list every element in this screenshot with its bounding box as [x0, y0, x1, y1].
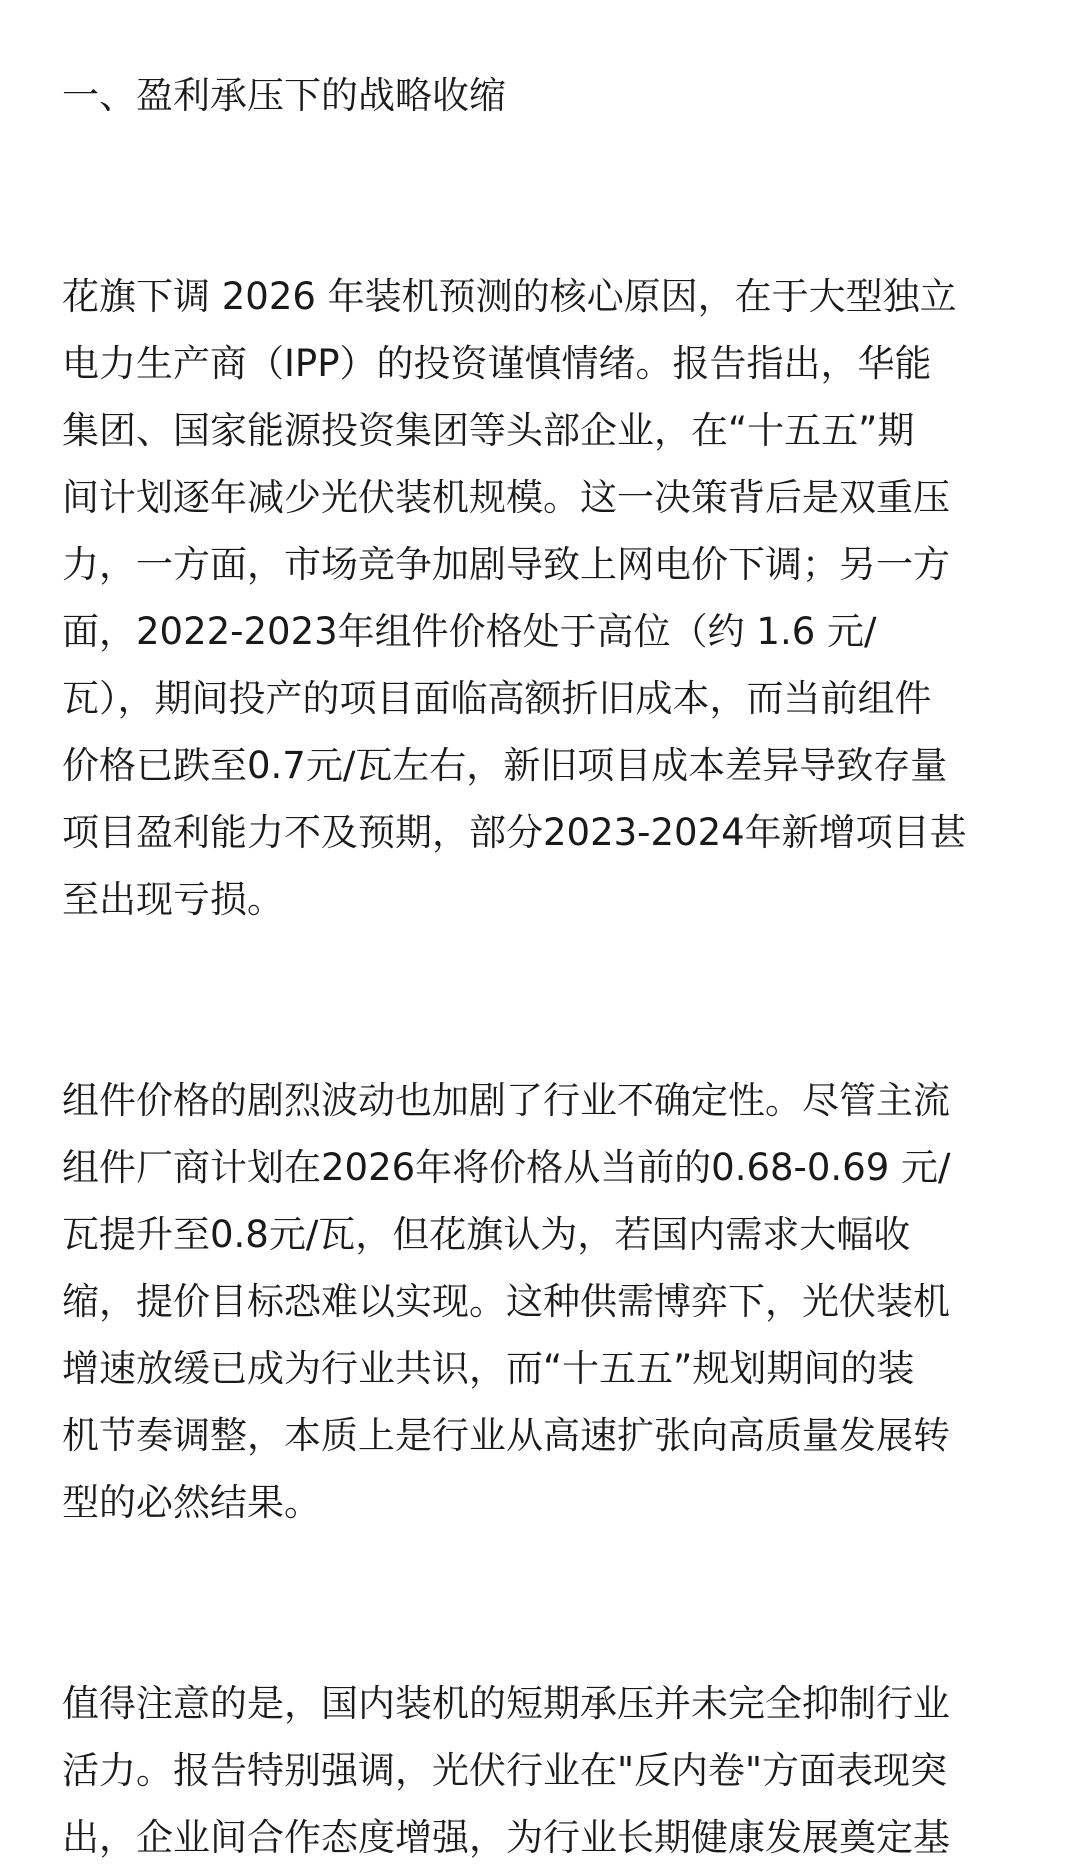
paragraph-line: 项目盈利能力不及预期，部分2023-2024年新增项目甚 [62, 811, 967, 854]
paragraph-line: 组件厂商计划在2026年将价格从当前的0.68-0.69 元/ [62, 1146, 951, 1189]
paragraph-line: 瓦提升至0.8元/瓦，但花旗认为，若国内需求大幅收 [62, 1213, 911, 1256]
paragraph-line: 花旗下调 2026 年装机预测的核心原因，在于大型独立 [62, 275, 957, 318]
paragraph-line: 瓦），期间投产的项目面临高额折旧成本，而当前组件 [62, 677, 932, 720]
paragraph-1 [62, 263, 1022, 933]
paragraph-line: 价格已跌至0.7元/瓦左右，新旧项目成本差异导致存量 [62, 744, 948, 787]
paragraph-2 [62, 1067, 1022, 1536]
paragraph-line: 间计划逐年减少光伏装机规模。这一决策背后是双重压 [62, 476, 950, 519]
section-heading: 一、盈利承压下的战略收缩 [62, 74, 506, 117]
paragraph-line: 型的必然结果。 [62, 1481, 321, 1524]
paragraph-3 [62, 1670, 1022, 1871]
paragraph-line: 至出现亏损。 [62, 878, 284, 921]
paragraph-line: 组件价格的剧烈波动也加剧了行业不确定性。尽管主流 [62, 1079, 950, 1122]
paragraph-line: 出，企业间合作态度增强，为行业长期健康发展奠定基 [62, 1816, 950, 1859]
paragraph-line: 缩，提价目标恐难以实现。这种供需博弈下，光伏装机 [62, 1280, 950, 1323]
paragraph-line: 集团、国家能源投资集团等头部企业，在“十五五”期 [62, 409, 915, 452]
paragraph-line: 机节奏调整，本质上是行业从高速扩张向高质量发展转 [62, 1414, 950, 1457]
paragraph-line: 力，一方面，市场竞争加剧导致上网电价下调；另一方 [62, 543, 950, 586]
paragraph-line: 面，2022-2023年组件价格处于高位（约 1.6 元/ [62, 610, 877, 653]
paragraph-line: 电力生产商（IPP）的投资谨慎情绪。报告指出，华能 [62, 342, 932, 385]
paragraph-line: 活力。报告特别强调，光伏行业在"反内卷"方面表现突 [62, 1749, 948, 1792]
paragraph-line: 值得注意的是，国内装机的短期承压并未完全抑制行业 [62, 1682, 950, 1725]
article-body [62, 62, 1022, 1871]
paragraph-line: 增速放缓已成为行业共识，而“十五五”规划期间的装 [62, 1347, 915, 1390]
